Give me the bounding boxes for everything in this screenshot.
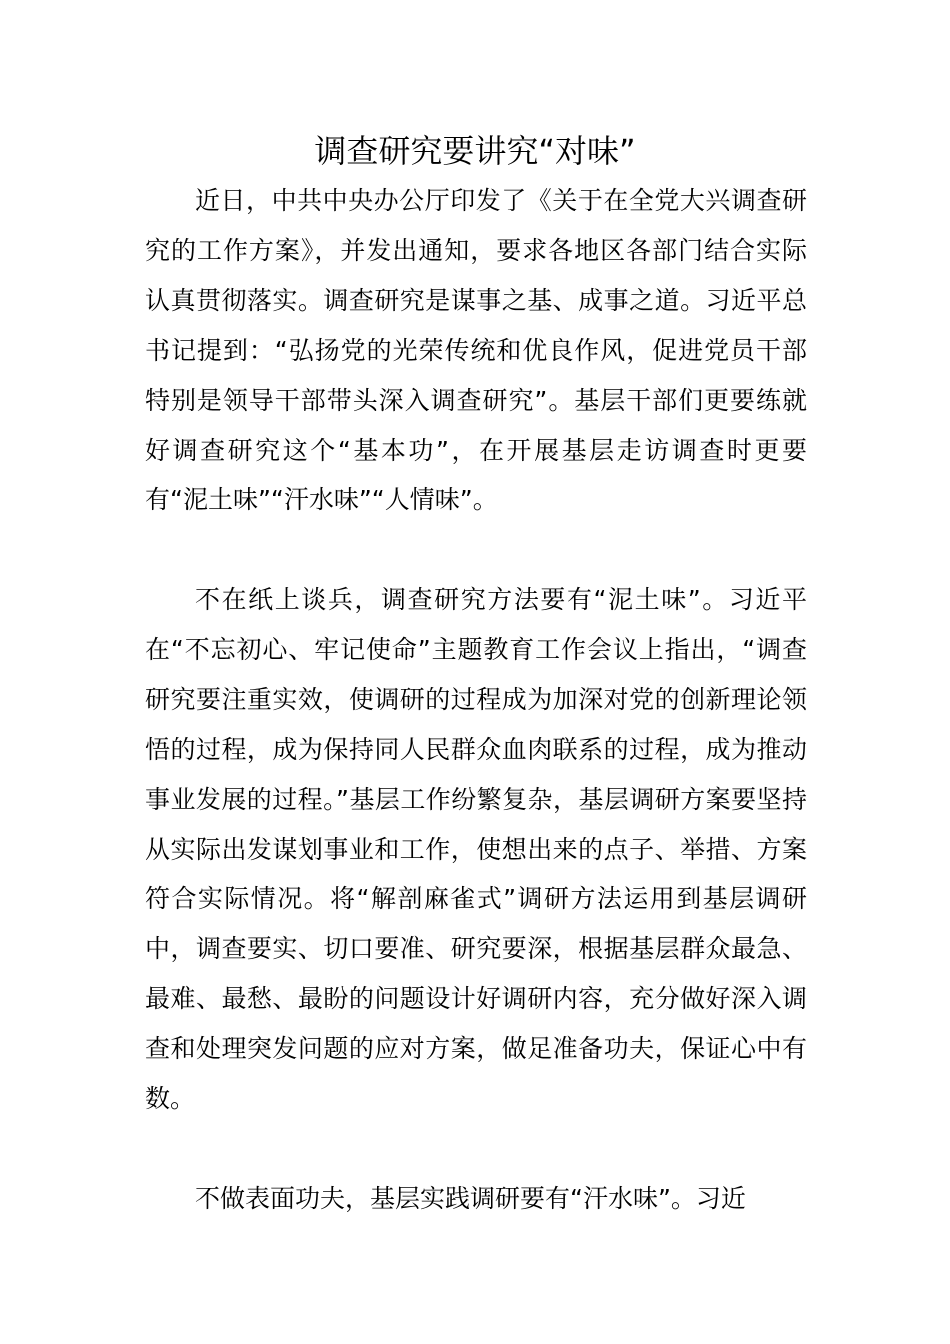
paragraph-3: 不做表面功夫，基层实践调研要有“汗水味”。习近 <box>195 1184 746 1213</box>
paragraph-1: 近日，中共中央办公厅印发了《关于在全党大兴调查研究的工作方案》，并发出通知，要求各地区各部门结合实际认真贯彻落实。调查研究是谋事之基、成事之道。习近平总书记提到：“弘扬党的光荣传统和优良作风，促进党员干部特别是领导干部带头深入调查研究”。基层干部们更要练就好调查研究这个“基本功”，在开展基层走访调查时更要有“泥土味”“汗水味”“人情味”。 <box>145 186 807 515</box>
paragraph-2: 不在纸上谈兵，调查研究方法要有“泥土味”。习近平在“不忘初心、牢记使命”主题教育工作会议上指出，“调查研究要注重实效，使调研的过程成为加深对党的创新理论领悟的过程，成为保持同人民群众血肉联系的过程，成为推动事业发展的过程。”基层工作纷繁复杂，基层调研方案要坚持从实际出发谋划事业和工作，使想出来的点子、举措、方案符合实际情况。将“解剖麻雀式”调研方法运用到基层调研中，调查要实、切口要准、研究要深，根据基层群众最急、最难、最愁、最盼的问题设计好调研内容，充分做好深入调查和处理突发问题的应对方案，做足准备功夫，保证心中有数。 <box>145 585 807 1114</box>
document-title: 调查研究要讲究“对味” <box>314 132 636 170</box>
